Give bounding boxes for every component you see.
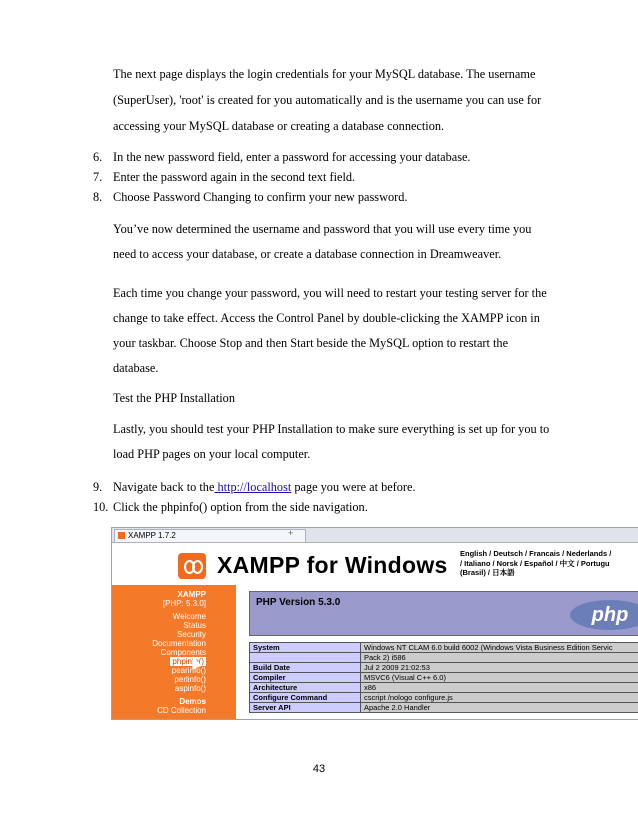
xampp-brand-title: XAMPP for Windows: [217, 552, 448, 578]
info-value: Windows NT CLAM 6.0 build 6002 (Windows Vista Business Edition Servic: [361, 643, 638, 653]
step-text: In the new password field, enter a password for accessing your database.: [113, 150, 471, 164]
table-row: [250, 653, 638, 663]
determined-line-1: You’ve now determined the username and password that you will use every time you: [113, 222, 532, 236]
phpinfo-content: [249, 585, 638, 719]
info-value: Jul 2 2009 21:02:53: [361, 663, 638, 673]
table-row: [250, 703, 638, 713]
step-text-after: page you were at before.: [291, 480, 416, 494]
step-number: 8.: [93, 190, 103, 204]
table-row: [250, 663, 638, 673]
language-line-1[interactable]: English / Deutsch / Francais / Nederlands /: [460, 549, 612, 558]
sidebar-item-security[interactable]: Security: [177, 630, 206, 639]
language-links[interactable]: [460, 549, 611, 578]
intro-line-3: accessing your MySQL database or creating a database connection.: [113, 119, 445, 133]
info-value: x86: [361, 683, 638, 693]
php-logo-icon: php: [570, 600, 638, 630]
page-number: 43: [312, 763, 326, 775]
browser-tab-bar: [112, 528, 638, 543]
determined-line-2: need to access your database, or create a database connection in Dreamweaver.: [113, 247, 502, 261]
sidebar-item-welcome[interactable]: Welcome: [172, 612, 206, 621]
step-text: Navigate back to the: [113, 480, 215, 494]
sidebar-php-version: [PHP: 5.3.0]: [162, 599, 206, 608]
section-heading: Test the PHP Installation: [113, 391, 235, 405]
php-version-title: PHP Version 5.3.0: [256, 597, 341, 608]
xampp-logo-icon: [178, 553, 206, 579]
step-6: [93, 150, 471, 164]
info-key: Build Date: [250, 663, 361, 673]
step-number: 6.: [93, 150, 103, 164]
info-value: Apache 2.0 Handler: [361, 703, 638, 713]
step-number: 9.: [93, 480, 103, 494]
info-value: cscript /nologo configure.js: [361, 693, 638, 703]
sidebar-item-perlinfo[interactable]: perlinfo(): [174, 675, 206, 684]
language-line-3[interactable]: (Brasil) / 日本語: [460, 568, 515, 577]
xampp-screenshot: [111, 527, 638, 720]
intro-line-1: The next page displays the login credentials for your MySQL database. The username: [113, 67, 536, 81]
step-8: [93, 190, 407, 204]
localhost-link[interactable]: http://localhost: [214, 480, 292, 494]
step-text: Enter the password again in the second text field.: [113, 170, 356, 184]
step-10: [93, 500, 368, 514]
new-tab-icon[interactable]: +: [288, 528, 294, 538]
info-key: [250, 653, 361, 663]
restart-line-1: Each time you change your password, you will need to restart your testing server for the: [113, 286, 547, 300]
xampp-favicon-icon: [118, 532, 125, 539]
info-key: Compiler: [250, 673, 361, 683]
step-9: [93, 480, 416, 494]
table-row: [250, 673, 638, 683]
sidebar-item-phpinfo[interactable]: phpinfo(): [172, 657, 204, 666]
step-number: 10.: [93, 500, 109, 514]
sidebar-item-documentation[interactable]: Documentation: [152, 639, 206, 648]
lastly-line-1: Lastly, you should test your PHP Installation to make sure everything is set up for you to: [113, 422, 550, 436]
restart-line-4: database.: [113, 361, 159, 375]
browser-tab[interactable]: [114, 529, 306, 542]
info-key: Configure Command: [250, 693, 361, 703]
table-row: [250, 643, 638, 653]
intro-line-2: (SuperUser), 'root' is created for you automatically and is the username you can use for: [113, 93, 542, 107]
info-value: Pack 2) i586: [361, 653, 638, 663]
xampp-sidebar: [112, 585, 236, 719]
step-number: 7.: [93, 170, 103, 184]
info-key: System: [250, 643, 361, 653]
sidebar-heading: XAMPP: [177, 590, 206, 599]
table-row: [250, 683, 638, 693]
info-key: Server API: [250, 703, 361, 713]
step-7: [93, 170, 355, 184]
lastly-line-2: load PHP pages on your local computer.: [113, 447, 311, 461]
sidebar-item-pearinfo[interactable]: pearinfo(): [171, 666, 206, 675]
php-info-table: [249, 642, 638, 713]
php-version-header: [249, 591, 638, 636]
sidebar-item-cd-collection[interactable]: CD Collection: [157, 706, 206, 715]
sidebar-item-aspinfo[interactable]: aspinfo(): [174, 684, 206, 693]
tab-title: XAMPP 1.7.2: [128, 531, 176, 540]
table-row: [250, 693, 638, 703]
language-line-2[interactable]: / Italiano / Norsk / Español / 中文 / Portugu: [460, 558, 610, 568]
restart-line-2: change to take effect. Access the Control Panel by double-clicking the XAMPP icon in: [113, 311, 540, 325]
info-key: Architecture: [250, 683, 361, 693]
sidebar-item-components[interactable]: Components: [160, 648, 206, 657]
step-text: Choose Password Changing to confirm your new password.: [113, 190, 408, 204]
info-value: MSVC6 (Visual C++ 6.0): [361, 673, 638, 683]
sidebar-item-status[interactable]: Status: [183, 621, 206, 630]
sidebar-demos-heading: Demos: [179, 697, 206, 706]
step-text: Click the phpinfo() option from the side navigation.: [113, 500, 368, 514]
restart-line-3: your taskbar. Choose Stop and then Start beside the MySQL option to restart the: [113, 336, 509, 350]
